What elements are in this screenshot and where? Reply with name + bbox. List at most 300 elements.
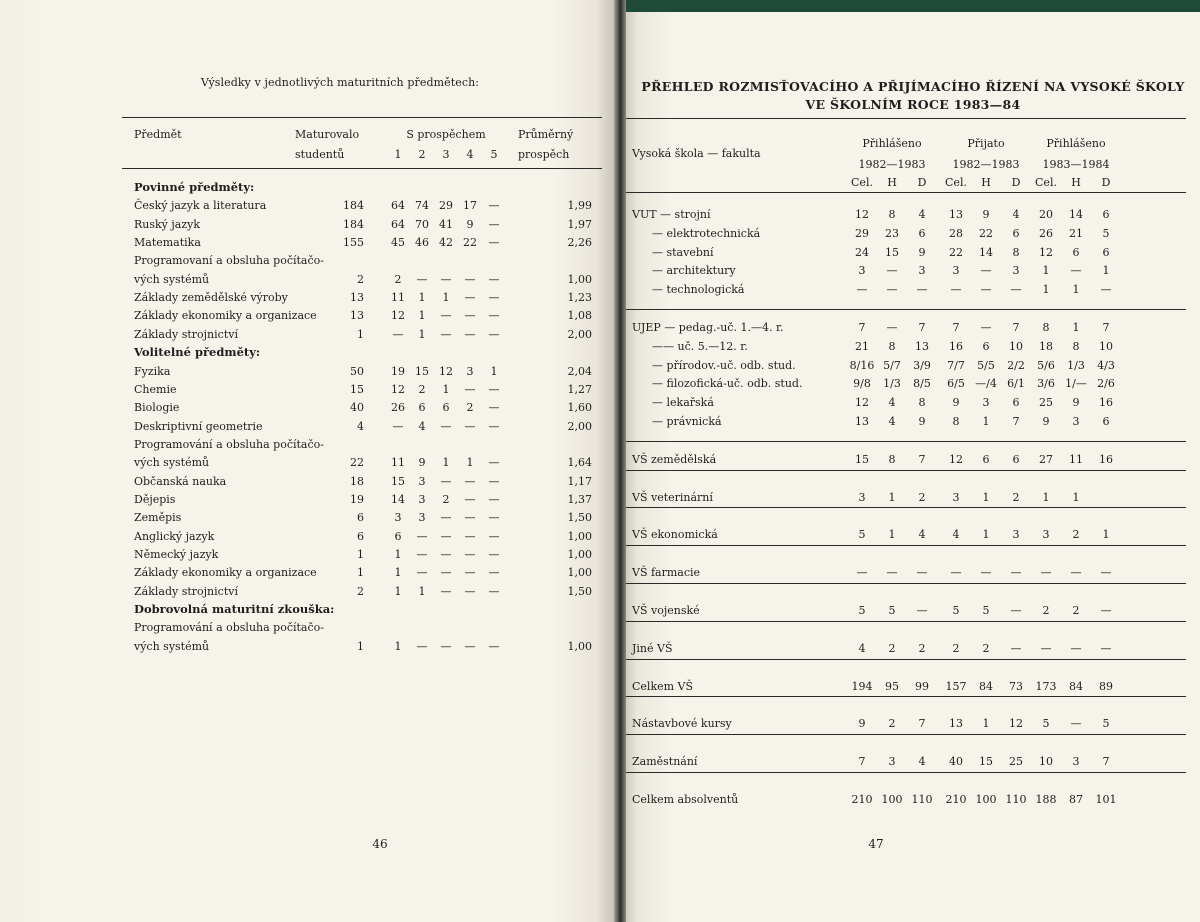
left-header-subject: Předmět xyxy=(134,128,182,141)
right-cell: 1/3 xyxy=(1067,359,1085,372)
right-cell: 3 xyxy=(888,755,896,768)
right-cell: 100 xyxy=(975,793,997,806)
right-cell: — xyxy=(1100,566,1112,579)
right-cell: 5 xyxy=(858,604,866,617)
left-cell-students: 1 xyxy=(357,548,364,561)
left-row-label: Programování a obsluha počítačo- xyxy=(134,438,324,451)
right-cell: 157 xyxy=(945,680,967,693)
right-cell: 13 xyxy=(855,415,869,428)
right-header-sub: D xyxy=(1011,176,1021,189)
left-row-label: Základy strojnictví xyxy=(134,585,238,598)
left-cell-average: 1,00 xyxy=(567,530,592,543)
right-cell: 14 xyxy=(1069,208,1083,221)
left-cell-grade-5: — xyxy=(488,420,500,433)
left-cell-students: 184 xyxy=(343,218,364,231)
left-row-label: vých systémů xyxy=(134,273,210,286)
right-cell: — xyxy=(886,566,898,579)
left-cell-grade-3: 41 xyxy=(439,218,453,231)
right-header-sub: D xyxy=(1101,176,1111,189)
right-row-label: VŠ vojenské xyxy=(632,604,700,617)
left-cell-grade-2: 70 xyxy=(415,218,429,231)
right-cell: 8/16 xyxy=(849,359,875,372)
left-row-label: Programování a obsluha počítačo- xyxy=(134,621,324,634)
right-cell: 1 xyxy=(982,528,990,541)
right-cell: 7 xyxy=(1102,755,1110,768)
left-cell-grade-2: 1 xyxy=(418,291,426,304)
right-section-rule xyxy=(626,583,1186,584)
right-table-title-2: VE ŠKOLNÍM ROCE 1983—84 xyxy=(805,97,1021,112)
right-cell: 11 xyxy=(1069,453,1083,466)
right-cell: 3/9 xyxy=(913,359,931,372)
left-cell-average: 2,00 xyxy=(567,328,592,341)
left-cell-students: 1 xyxy=(357,640,364,653)
right-cell: 4 xyxy=(918,755,926,768)
left-cell-average: 2,00 xyxy=(567,420,592,433)
right-cell: — xyxy=(1100,642,1112,655)
left-cell-grade-5: — xyxy=(488,511,500,524)
left-cell-average: 1,97 xyxy=(567,218,592,231)
right-page-number: 47 xyxy=(868,837,884,851)
right-cell: — xyxy=(1040,642,1052,655)
right-cell: 2 xyxy=(952,642,960,655)
left-row-label: vých systémů xyxy=(134,456,210,469)
right-cell: 4 xyxy=(918,528,926,541)
right-cell: 3 xyxy=(1012,264,1020,277)
left-cell-average: 1,23 xyxy=(567,291,592,304)
left-cell-grade-2: — xyxy=(416,273,428,286)
right-header-sub: Cel. xyxy=(945,176,967,189)
right-cell: 10 xyxy=(1009,340,1023,353)
left-row-label: Německý jazyk xyxy=(134,548,219,561)
right-cell: — xyxy=(1100,604,1112,617)
right-row-label: VŠ farmacie xyxy=(632,566,701,579)
right-cell: 210 xyxy=(851,793,873,806)
right-cell: 7 xyxy=(858,321,866,334)
left-cell-grade-1: 12 xyxy=(391,383,405,396)
right-cell: 3 xyxy=(1072,415,1080,428)
left-header-bottom-rule xyxy=(122,168,602,169)
left-cell-grade-4: 3 xyxy=(466,365,474,378)
right-cell: — xyxy=(886,283,898,296)
right-cell: 5/5 xyxy=(977,359,995,372)
left-cell-grade-4: — xyxy=(464,511,476,524)
right-cell: 10 xyxy=(1099,340,1113,353)
left-cell-grade-2: 9 xyxy=(418,456,426,469)
right-cell: 110 xyxy=(1005,793,1027,806)
right-row-label: — technologická xyxy=(652,283,745,296)
left-table-title: Výsledky v jednotlivých maturitních předmětech: xyxy=(200,76,480,89)
left-row-label: Anglický jazyk xyxy=(134,530,215,543)
right-header-sub: D xyxy=(917,176,927,189)
right-cell: 9 xyxy=(1042,415,1050,428)
right-cell: 4 xyxy=(888,415,896,428)
right-section-rule xyxy=(626,441,1186,442)
right-cell: 6 xyxy=(1012,227,1020,240)
left-cell-grade-2: — xyxy=(416,530,428,543)
right-row-label: Jiné VŠ xyxy=(632,642,673,655)
right-section-rule xyxy=(626,659,1186,660)
right-cell: 84 xyxy=(979,680,993,693)
left-section-heading: Povinné předměty: xyxy=(134,180,255,194)
left-cell-grade-4: — xyxy=(464,383,476,396)
left-cell-students: 2 xyxy=(357,273,364,286)
left-row-label: Programovaní a obsluha počítačo- xyxy=(134,254,324,267)
left-cell-grade-2: 1 xyxy=(418,309,426,322)
right-cell: 6 xyxy=(1102,208,1110,221)
right-cell: 5 xyxy=(952,604,960,617)
right-cell: 3 xyxy=(1072,755,1080,768)
left-cell-grade-3: — xyxy=(440,548,452,561)
right-cell: 13 xyxy=(949,717,963,730)
left-row-label: Ruský jazyk xyxy=(134,218,201,231)
left-header-g4: 4 xyxy=(466,148,474,161)
right-section-rule xyxy=(626,696,1186,697)
left-cell-students: 6 xyxy=(357,530,364,543)
right-cell: 5/6 xyxy=(1037,359,1055,372)
right-cell: 25 xyxy=(1039,396,1053,409)
left-row-label: Dějepis xyxy=(134,493,176,506)
right-cell: 89 xyxy=(1099,680,1113,693)
left-cell-students: 1 xyxy=(357,566,364,579)
left-cell-grade-4: — xyxy=(464,493,476,506)
left-cell-average: 1,37 xyxy=(567,493,592,506)
right-cell: 12 xyxy=(949,453,963,466)
left-cell-grade-5: — xyxy=(488,456,500,469)
right-cell: 15 xyxy=(855,453,869,466)
left-cell-grade-5: — xyxy=(488,218,500,231)
right-cell: 110 xyxy=(911,793,933,806)
left-header-top-rule xyxy=(122,117,602,118)
left-header-g2: 2 xyxy=(418,148,426,161)
right-header-group-label: Přijato xyxy=(967,137,1005,150)
right-cell: — xyxy=(980,264,992,277)
right-cell: — xyxy=(1040,566,1052,579)
left-cell-grade-1: 11 xyxy=(391,456,405,469)
right-cell: 12 xyxy=(855,396,869,409)
right-cell: 3 xyxy=(858,491,866,504)
right-cell: 16 xyxy=(1099,453,1113,466)
right-cell: 16 xyxy=(1099,396,1113,409)
right-cell: 2 xyxy=(982,642,990,655)
left-cell-grade-1: 1 xyxy=(394,548,402,561)
left-page-number: 46 xyxy=(372,837,388,851)
right-row-label: UJEP — pedag.-uč. 1.—4. r. xyxy=(632,321,784,334)
left-cell-grade-1: 6 xyxy=(394,530,402,543)
left-row-label: Chemie xyxy=(134,383,177,396)
right-cell: 13 xyxy=(949,208,963,221)
left-cell-grade-1: 45 xyxy=(391,236,405,249)
right-header-sub: H xyxy=(887,176,897,189)
right-cell: 3/6 xyxy=(1037,377,1055,390)
left-cell-grade-4: — xyxy=(464,548,476,561)
right-cell: 9 xyxy=(982,208,990,221)
left-cell-average: 2,26 xyxy=(567,236,592,249)
right-cell: 3 xyxy=(858,264,866,277)
right-cell: 12 xyxy=(1039,246,1053,259)
left-cell-grade-4: — xyxy=(464,309,476,322)
left-cell-grade-1: 26 xyxy=(391,401,405,414)
left-cell-grade-1: 2 xyxy=(394,273,402,286)
right-cell: 12 xyxy=(855,208,869,221)
right-row-label: —— uč. 5.—12. r. xyxy=(652,340,748,353)
right-cell: 27 xyxy=(1039,453,1053,466)
left-cell-grade-3: 6 xyxy=(442,401,450,414)
right-cell: — xyxy=(1100,283,1112,296)
left-cell-average: 2,04 xyxy=(567,365,592,378)
right-cell: 2 xyxy=(1042,604,1050,617)
right-row-label: VŠ zemědělská xyxy=(632,453,717,466)
left-cell-average: 1,60 xyxy=(567,401,592,414)
right-cell: 9 xyxy=(858,717,866,730)
left-cell-grade-2: 4 xyxy=(418,420,426,433)
right-cell: 24 xyxy=(855,246,869,259)
left-cell-students: 155 xyxy=(343,236,364,249)
left-cell-students: 15 xyxy=(350,383,364,396)
left-cell-grade-5: — xyxy=(488,585,500,598)
right-cell: 9/8 xyxy=(853,377,871,390)
right-cell: — xyxy=(1010,642,1022,655)
left-cell-grade-3: — xyxy=(440,328,452,341)
right-row-label: — elektrotechnická xyxy=(652,227,761,240)
right-cell: — xyxy=(1010,604,1022,617)
right-cell: 10 xyxy=(1039,755,1053,768)
right-cell: 1 xyxy=(1042,283,1050,296)
left-cell-average: 1,00 xyxy=(567,566,592,579)
right-cell: 2 xyxy=(918,491,926,504)
right-cell: 210 xyxy=(945,793,967,806)
left-cell-grade-4: — xyxy=(464,585,476,598)
right-header-sub: Cel. xyxy=(851,176,873,189)
right-cell: — xyxy=(886,321,898,334)
right-cell: 5 xyxy=(858,528,866,541)
right-header-sub: H xyxy=(1071,176,1081,189)
left-cell-grade-3: 42 xyxy=(439,236,453,249)
right-cell: 1 xyxy=(1072,283,1080,296)
right-cell: 21 xyxy=(855,340,869,353)
left-row-label: vých systémů xyxy=(134,640,210,653)
left-cell-grade-4: 17 xyxy=(463,199,477,212)
right-cell: 28 xyxy=(949,227,963,240)
left-cell-grade-3: 2 xyxy=(442,493,450,506)
left-row-label: Základy ekonomiky a organizace xyxy=(134,309,317,322)
left-cell-grade-5: — xyxy=(488,640,500,653)
left-cell-students: 2 xyxy=(357,585,364,598)
right-cell: 8 xyxy=(1042,321,1050,334)
right-cell: 8 xyxy=(888,453,896,466)
right-row-label: VUT — strojní xyxy=(632,208,711,221)
left-row-label: Základy zemědělské výroby xyxy=(134,291,288,304)
left-cell-grade-3: 1 xyxy=(442,456,450,469)
right-cell: — xyxy=(856,566,868,579)
left-header-avg-1: Průměrný xyxy=(518,128,574,141)
right-cell: 6 xyxy=(982,340,990,353)
right-cell: 8 xyxy=(888,208,896,221)
right-section-rule xyxy=(626,621,1186,622)
right-row-label: — přírodov.-uč. odb. stud. xyxy=(652,359,796,372)
right-cell: 6 xyxy=(982,453,990,466)
right-cell: 2 xyxy=(888,717,896,730)
right-row-label: Nástavbové kursy xyxy=(632,717,732,730)
left-cell-average: 1,99 xyxy=(567,199,592,212)
left-header-g3: 3 xyxy=(442,148,450,161)
left-cell-grade-5: — xyxy=(488,273,500,286)
right-cell: 7 xyxy=(952,321,960,334)
left-cell-grade-2: 1 xyxy=(418,585,426,598)
right-row-label: Celkem VŠ xyxy=(632,680,694,693)
right-section-rule xyxy=(626,734,1186,735)
right-cell: 2 xyxy=(888,642,896,655)
right-cell: 1 xyxy=(1102,264,1110,277)
right-cell: 7 xyxy=(918,717,926,730)
right-cell: 2 xyxy=(918,642,926,655)
left-row-label: Základy ekonomiky a organizace xyxy=(134,566,317,579)
right-cell: — xyxy=(1070,717,1082,730)
right-cell: 23 xyxy=(885,227,899,240)
right-cell: 15 xyxy=(885,246,899,259)
left-cell-grade-1: 11 xyxy=(391,291,405,304)
right-cell: 29 xyxy=(855,227,869,240)
right-cell: 101 xyxy=(1095,793,1117,806)
left-cell-grade-4: 1 xyxy=(466,456,474,469)
right-cell: 8 xyxy=(888,340,896,353)
right-cell: 5 xyxy=(1102,227,1110,240)
left-cell-grade-4: — xyxy=(464,291,476,304)
right-cell: 3 xyxy=(1042,528,1050,541)
left-cell-grade-1: — xyxy=(392,420,404,433)
left-cell-grade-3: — xyxy=(440,309,452,322)
left-cell-grade-1: 1 xyxy=(394,585,402,598)
left-cell-students: 13 xyxy=(350,309,364,322)
left-cell-grade-1: 19 xyxy=(391,365,405,378)
left-cell-grade-2: 74 xyxy=(415,199,429,212)
right-cell: 9 xyxy=(952,396,960,409)
right-cell: 25 xyxy=(1009,755,1023,768)
left-row-label: Fyzika xyxy=(134,365,171,378)
right-cell: 3 xyxy=(952,264,960,277)
right-cell: 3 xyxy=(982,396,990,409)
left-row-label: Občanská nauka xyxy=(134,475,227,488)
right-cell: 1 xyxy=(1102,528,1110,541)
left-cell-grade-2: 46 xyxy=(415,236,429,249)
right-cell: 21 xyxy=(1069,227,1083,240)
right-cell: — xyxy=(1070,264,1082,277)
right-cell: 2 xyxy=(1012,491,1020,504)
right-cell: 3 xyxy=(918,264,926,277)
right-cell: — xyxy=(916,566,928,579)
right-cell: 100 xyxy=(881,793,903,806)
right-cell: 20 xyxy=(1039,208,1053,221)
left-cell-grade-2: 3 xyxy=(418,511,426,524)
left-header-students-1: Maturovalo xyxy=(295,128,360,141)
left-cell-grade-4: — xyxy=(464,420,476,433)
left-row-label: Zeměpis xyxy=(134,511,182,524)
right-header-bottom-rule xyxy=(626,192,1186,193)
right-row-label: Zaměstnání xyxy=(632,755,698,768)
left-cell-grade-5: — xyxy=(488,493,500,506)
left-cell-grade-5: 1 xyxy=(490,365,498,378)
left-cell-grade-2: 3 xyxy=(418,475,426,488)
right-cell: 1/— xyxy=(1065,377,1087,390)
right-cell: 1 xyxy=(888,528,896,541)
right-cell: 6 xyxy=(1102,415,1110,428)
left-cell-grade-4: — xyxy=(464,640,476,653)
left-cell-grade-4: — xyxy=(464,328,476,341)
left-cell-average: 1,17 xyxy=(567,475,592,488)
right-cell: 6/5 xyxy=(947,377,965,390)
right-cell: 7 xyxy=(918,321,926,334)
right-cell: 9 xyxy=(918,246,926,259)
right-row-label: — právnická xyxy=(652,415,722,428)
right-cell: 87 xyxy=(1069,793,1083,806)
right-cell: 12 xyxy=(1009,717,1023,730)
right-row-label: — stavební xyxy=(652,246,714,259)
left-cell-average: 1,27 xyxy=(567,383,592,396)
right-page xyxy=(626,0,1200,922)
right-header-sub: H xyxy=(981,176,991,189)
left-cell-grade-5: — xyxy=(488,548,500,561)
right-cell: 2/6 xyxy=(1097,377,1115,390)
right-cell: 1 xyxy=(982,491,990,504)
right-cell: 6/1 xyxy=(1007,377,1025,390)
right-cell: 4 xyxy=(1012,208,1020,221)
left-cell-grade-2: — xyxy=(416,566,428,579)
right-cell: 5 xyxy=(982,604,990,617)
right-cell: 194 xyxy=(851,680,873,693)
right-cell: 2/2 xyxy=(1007,359,1025,372)
left-cell-grade-1: 14 xyxy=(391,493,405,506)
left-cell-grade-4: — xyxy=(464,530,476,543)
left-cell-grade-3: — xyxy=(440,530,452,543)
right-header-group-years: 1983—1984 xyxy=(1042,158,1110,171)
right-cell: 1 xyxy=(1072,491,1080,504)
right-table-title-1: PŘEHLED ROZMISŤOVACÍHO A PŘIJÍMACÍHO ŘÍZENÍ NA VYSOKÉ ŠKOLY xyxy=(641,79,1185,94)
left-cell-students: 40 xyxy=(350,401,364,414)
right-cell: — xyxy=(886,264,898,277)
left-cell-grade-1: 15 xyxy=(391,475,405,488)
left-header-grades: S prospěchem xyxy=(406,128,486,141)
right-cell: 9 xyxy=(918,415,926,428)
right-header-group-label: Přihlášeno xyxy=(1046,137,1106,150)
right-header-group-label: Přihlášeno xyxy=(862,137,922,150)
right-cell: 7 xyxy=(1012,321,1020,334)
right-cell: — xyxy=(916,604,928,617)
right-cell: 16 xyxy=(949,340,963,353)
left-cell-average: 1,00 xyxy=(567,273,592,286)
left-cell-grade-2: 3 xyxy=(418,493,426,506)
right-row-label: VŠ ekonomická xyxy=(632,528,718,541)
left-row-label: Biologie xyxy=(134,401,180,414)
right-cell: 8 xyxy=(1072,340,1080,353)
left-cell-grade-5: — xyxy=(488,309,500,322)
left-cell-grade-4: 2 xyxy=(466,401,474,414)
left-cell-average: 1,50 xyxy=(567,511,592,524)
left-header-g1: 1 xyxy=(394,148,402,161)
left-cell-grade-3: — xyxy=(440,640,452,653)
right-cell: 6 xyxy=(1012,453,1020,466)
right-cell: 73 xyxy=(1009,680,1023,693)
right-cell: 6 xyxy=(1012,396,1020,409)
right-cell: 1 xyxy=(1042,491,1050,504)
left-cell-average: 1,00 xyxy=(567,548,592,561)
left-cell-average: 1,08 xyxy=(567,309,592,322)
right-cell: 4 xyxy=(918,208,926,221)
left-cell-grade-3: — xyxy=(440,273,452,286)
left-header-students-2: studentů xyxy=(295,148,345,161)
right-row-label: VŠ veterinární xyxy=(632,491,713,504)
right-section-rule xyxy=(626,507,1186,508)
left-cell-grade-4: — xyxy=(464,566,476,579)
right-cell: 7 xyxy=(858,755,866,768)
